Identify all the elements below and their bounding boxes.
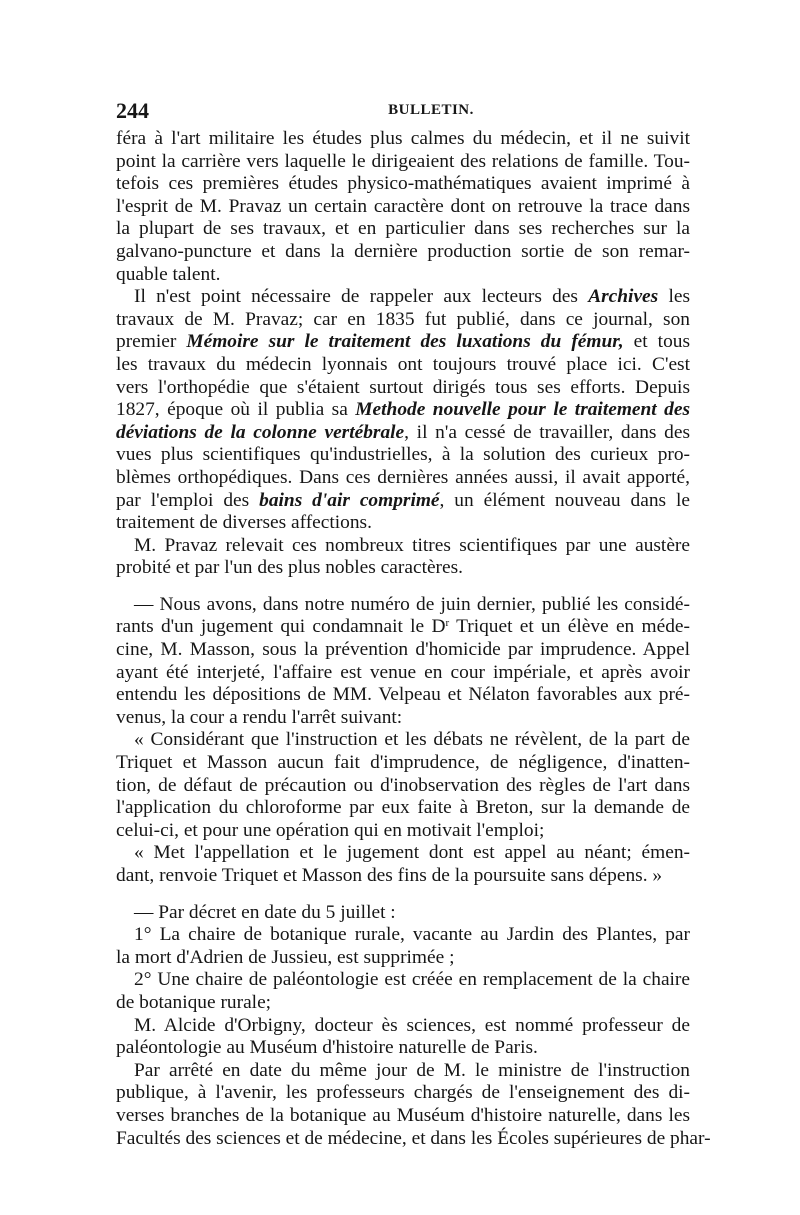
text-line: publique, à l'avenir, les professeurs chargés de l'enseignement des di- <box>116 1082 690 1104</box>
text-line: galvano-puncture et dans la dernière production sortie de son remar- <box>116 240 690 262</box>
text-line: « Met l'appellation et le jugement dont est appel au néant; émen- <box>134 842 690 864</box>
text-line: ayant été interjeté, l'affaire est venue en cour impériale, et après avoir <box>116 661 690 683</box>
text-line: entendu les dépositions de MM. Velpeau et Nélaton favorables aux pré- <box>116 684 690 706</box>
text-line: 1827, époque où il publia sa Methode nouvelle pour le traitement des <box>116 399 691 421</box>
text-line: la mort d'Adrien de Jussieu, est supprimée ; <box>116 946 455 968</box>
text-line: probité et par l'un des plus nobles caractères. <box>116 557 464 579</box>
text-line: M. Pravaz relevait ces nombreux titres scientifiques par une austère <box>134 534 690 556</box>
paragraph-8 <box>116 924 690 969</box>
journal-title: Archives <box>588 286 659 308</box>
section-gap <box>116 580 690 594</box>
text-line: cine, M. Masson, sous la prévention d'homicide par imprudence. Appel <box>116 639 690 661</box>
text-line: verses branches de la botanique au Muséum d'histoire naturelle, dans les <box>116 1104 690 1126</box>
text-line: l'application du chloroforme par eux faite à Breton, sur la demande de <box>116 797 690 819</box>
page-header <box>116 98 686 126</box>
paragraph-1 <box>116 128 690 286</box>
text-line: tefois ces premières études physico-mathématiques avaient imprimé à <box>116 173 690 195</box>
paragraph-6 <box>116 842 690 887</box>
work-title: Mémoire sur le traitement des luxations du fémur, <box>186 331 624 353</box>
paragraph-2 <box>116 286 690 535</box>
work-title: bains d'air comprimé <box>259 489 440 511</box>
paragraph-5 <box>116 729 690 842</box>
text-line: — Par décret en date du 5 juillet : <box>134 901 396 923</box>
page-number: 244 <box>116 98 149 123</box>
text-line: travaux de M. Pravaz; car en 1835 fut publié, dans ce journal, son <box>116 308 690 330</box>
work-title: Methode nouvelle pour le traitement des <box>355 399 691 421</box>
text-line: point la carrière vers laquelle le dirigeaient des relations de famille. Tou- <box>116 150 690 172</box>
paragraph-7 <box>116 902 690 925</box>
text-line: l'esprit de M. Pravaz un certain caractère dont on retrouve la trace dans <box>116 195 690 217</box>
text-line: par l'emploi des bains d'air comprimé, un élément nouveau dans le <box>116 489 691 511</box>
text-line: « Considérant que l'instruction et les débats ne révèlent, de la part de <box>134 729 690 751</box>
text-line: tion, de défaut de précaution ou d'inobservation des règles de l'art dans <box>116 774 690 796</box>
text-line: Triquet et Masson aucun fait d'imprudence, de négligence, d'inatten- <box>116 752 690 774</box>
page-body <box>116 128 711 1150</box>
text-line: Facultés des sciences et de médecine, et dans les Écoles supérieures de phar- <box>116 1127 711 1149</box>
text-line: la plupart de ses travaux, et en particulier dans ses recherches sur la <box>116 218 690 240</box>
running-title: BULLETIN. <box>388 102 474 118</box>
text-line: vues plus scientifiques qu'industrielles, à la solution des curieux pro- <box>116 444 690 466</box>
paragraph-11 <box>116 1059 711 1150</box>
text-line: de botanique rurale; <box>116 991 272 1013</box>
text-line: Il n'est point nécessaire de rappeler aux lecteurs des Archives les <box>134 286 690 308</box>
text-line: Par arrêté en date du même jour de M. le ministre de l'instruction <box>134 1059 690 1081</box>
text-line: paléontologie au Muséum d'histoire naturelle de Paris. <box>116 1037 538 1059</box>
text-line: — Nous avons, dans notre numéro de juin dernier, publié les considé- <box>134 593 690 615</box>
text-line: les travaux du médecin lyonnais ont toujours trouvé place ici. C'est <box>116 353 690 375</box>
text-line: rants d'un jugement qui condamnait le $D^r$ Triquet et un élève en méde- <box>116 616 690 638</box>
text-line: traitement de diverses affections. <box>116 512 372 534</box>
work-title: déviations de la colonne vertébrale <box>116 421 405 443</box>
paragraph-3 <box>116 535 690 580</box>
paragraph-4 <box>116 594 690 730</box>
text-line: déviations de la colonne vertébrale, il n'a cessé de travailler, dans des <box>116 421 690 443</box>
text-line: féra à l'art militaire les études plus calmes du médecin, et il ne suivit <box>116 128 690 149</box>
text-line: quable talent. <box>116 263 221 285</box>
paragraph-10 <box>116 1015 690 1060</box>
text-line: dant, renvoie Triquet et Masson des fins de la poursuite sans dépens. » <box>116 865 663 886</box>
text-line: vers l'orthopédie que s'étaient surtout dirigés tous ses efforts. Depuis <box>116 376 690 398</box>
text-line: celui-ci, et pour une opération qui en motivait l'emploi; <box>116 819 545 841</box>
section-gap <box>116 888 690 902</box>
text-line: blèmes orthopédiques. Dans ces dernières années aussi, il avait apporté, <box>116 466 690 488</box>
text-line: 1° La chaire de botanique rurale, vacante au Jardin des Plantes, par <box>134 924 690 946</box>
text-line: 2° Une chaire de paléontologie est créée en remplacement de la chaire <box>134 969 690 991</box>
text-line: premier Mémoire sur le traitement des luxations du fémur, et tous <box>116 331 691 353</box>
text-line: venus, la cour a rendu l'arrêt suivant: <box>116 706 403 728</box>
paragraph-9 <box>116 969 690 1014</box>
text-line: M. Alcide d'Orbigny, docteur ès sciences, est nommé professeur de <box>134 1014 690 1036</box>
